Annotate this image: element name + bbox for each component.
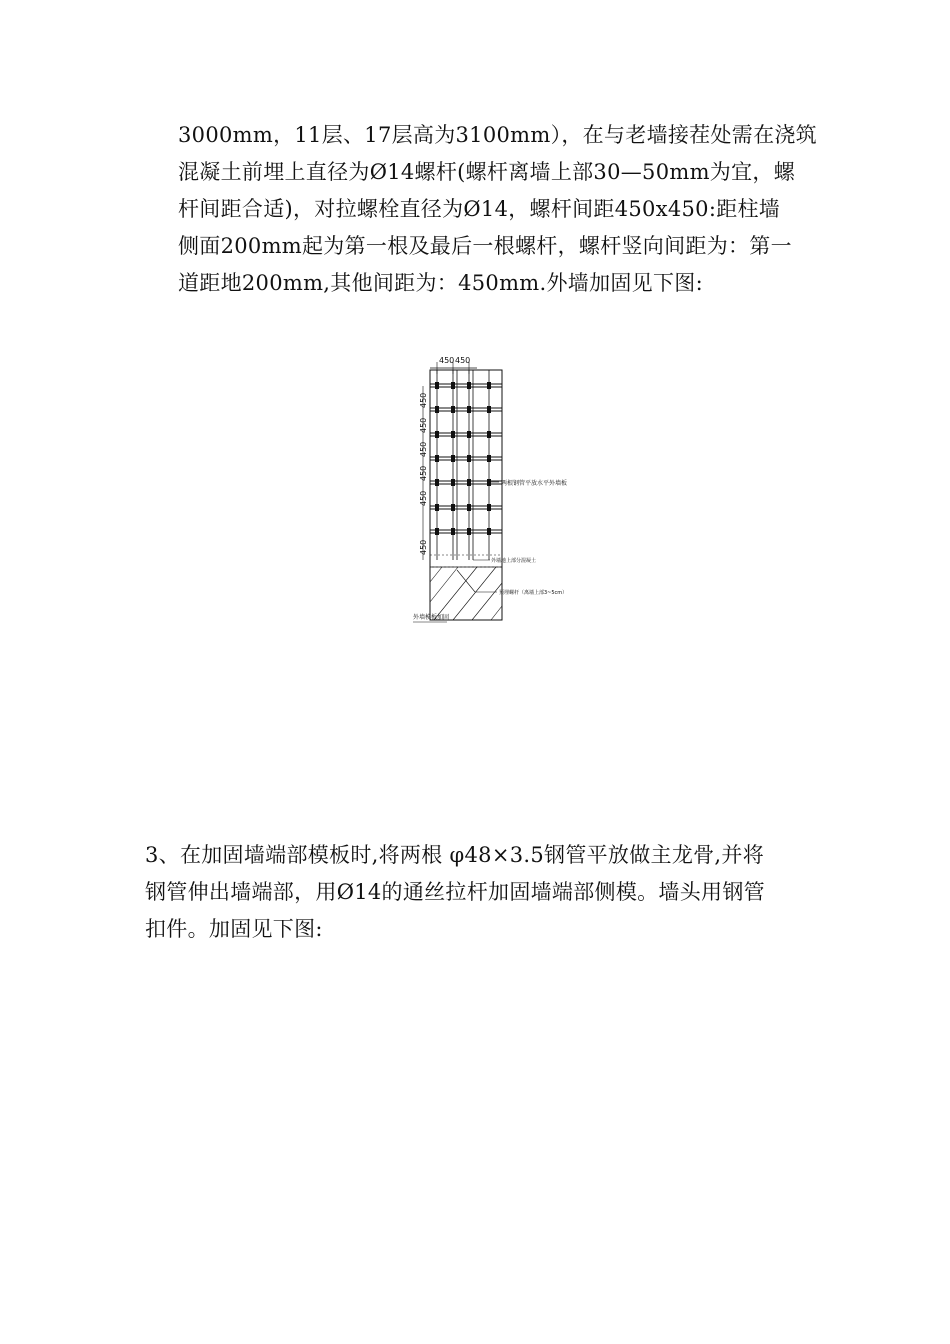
label-embedded-bolt: 预埋螺杆（离墙上部3~5cm）: [499, 590, 568, 596]
paragraph-1-line-2: 混凝土前埋上直径为Ø14螺杆(螺杆离墙上部30—50mm为宜，螺: [178, 160, 795, 184]
paragraph-1-line-3: 杆间距合适)，对拉螺栓直径为Ø14，螺杆间距450x450:距柱墙: [178, 197, 781, 221]
paragraph-2-line-2: 钢管伸出墙端部，用Ø14的通丝拉杆加固墙端部侧模。墙头用钢管: [145, 880, 765, 904]
paragraph-2-line-1: 3、在加固墙端部模板时,将两根 φ48×3.5钢管平放做主龙骨,并将: [145, 843, 765, 867]
paragraph-1-line-1: 3000mm，11层、17层高为3100mm），在与老墙接茬处需在浇筑: [178, 123, 817, 147]
side-dim-label-1: 450: [419, 392, 428, 408]
figure-caption: 外墙模板加固: [413, 614, 450, 621]
side-dim-label-2: 450: [419, 417, 428, 433]
paragraph-2-line-3: 扣件。加固见下图:: [145, 917, 323, 941]
wall-reinforcement-figure: [405, 350, 595, 630]
top-dim-label-1: 450: [439, 356, 455, 365]
top-dim-label-2: 450: [455, 356, 471, 365]
side-dim-label-4: 450: [419, 465, 428, 481]
paragraph-1-line-4: 侧面200mm起为第一根及最后一根螺杆，螺杆竖向间距为：第一: [178, 234, 792, 258]
side-dim-label-5: 450: [419, 490, 428, 506]
paragraph-1-line-5: 道距地200mm,其他间距为：450mm.外墙加固见下图:: [178, 271, 703, 295]
label-pipes: 两根钢管平放水平外墙板: [501, 480, 568, 487]
label-concrete: 外墙地上部分混凝土: [491, 558, 537, 564]
wall-reinforcement-drawing: [405, 350, 595, 630]
side-dim-label-3: 450: [419, 441, 428, 457]
side-dim-label-6: 450: [419, 539, 428, 555]
